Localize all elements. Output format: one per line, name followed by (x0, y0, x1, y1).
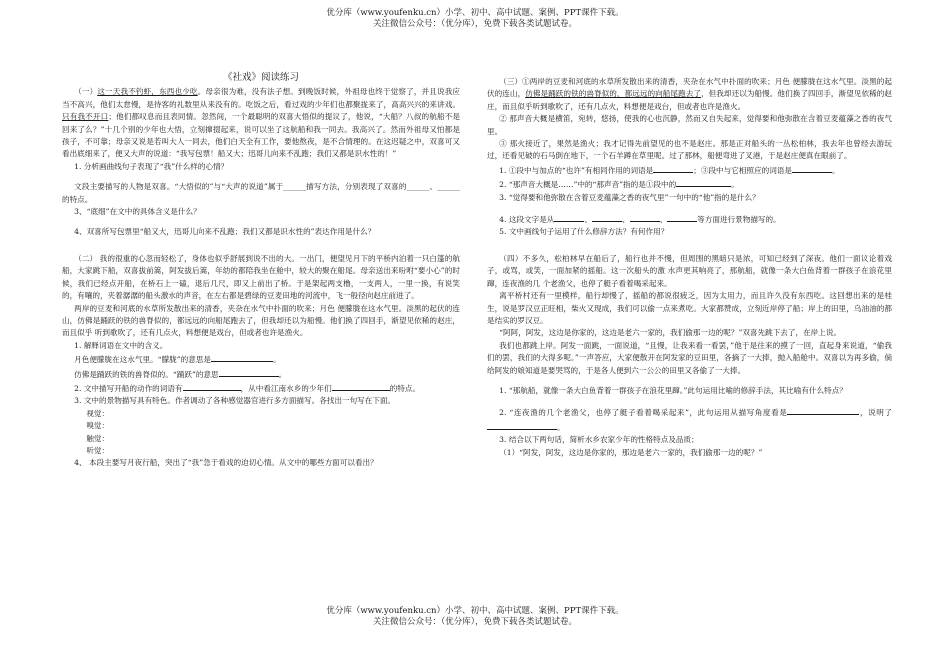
answer-blank[interactable] (653, 163, 693, 173)
passage-4-paragraph-2: 离平桥村还有一里模样，船行却慢了，摇船的都说很疲乏，因为太用力，而且许久没有东西吃。这回想出来的是桂生，说是罗汉豆正旺相，柴火又现成，我们可以偷一点来煮吃。大家都赞成，立刻近岸停了船；岸上的田里，乌油油的都是结实的罗汉豆。 (487, 291, 892, 325)
question-1-3: 3、“底细”在文中的具体含义是什么？ (74, 207, 201, 217)
answer-blank[interactable] (787, 405, 809, 415)
passage-3-underlined-sentence: 仿佛是踊跃的铁的兽脊似的，都远远的向船尾跑去了 (525, 89, 701, 99)
question-4-3: 3. 结合以下两句话，简析水乡农家少年的性格特点及品质； (499, 435, 699, 445)
passage-1: （一）这一天我不钓虾，东西也少吃。母亲很为难，没有法子想。到晚饭时候，外祖母也终于觉察了，并且说我应当不高兴，他们太怠慢，是待客的礼数里从来没有的。吃饭之后，看过戏的少年们也都聚拢来了，高高兴兴的来讲戏。只有我不开口；他们都叹息而且表同情。忽然间，一个最聪明的双喜大悟似的提议了，他说，“大船？八叔的航船不是回来了么？”十几个别的少年也大悟，立刻撺掇起来，说可以坐了这航船和我一同去。我高兴了。然而外祖母又怕都是孩子，不可靠；母亲又说是若叫大人一同去，他们白天全有工作，要他熬夜，是不合情理的。在这迟疑之中，双喜可又看出底细来了，便又大声的说道：“我写包票！船又大；迅哥儿向来不乱跑；我们又都是识水性的！” (62, 87, 461, 159)
answer-blank[interactable] (219, 367, 279, 377)
footer-line-2: 关注微信公众号：（优分库），免费下载各类试题试卷。 (372, 617, 577, 627)
passage-4-paragraph-3: “阿阿，阿发，这边是你家的，这边是老六一家的，我们偷那一边的呢？”双喜先跳下去了，在岸上说。 (499, 328, 842, 338)
header-line-1: 优分库（www.youfenku.cn）小学、初中、高中试题、案例、PPT课件下载。 (326, 8, 624, 18)
passage-4-paragraph-4: 我们也都跳上岸。阿发一面跳，一面说道，“且慢，让我来看一看罢，”他于是往来的摸了一回，直起身来说道，“偷我们的罢，我们的大得多呢。”一声答应，大家便散开在阿发家的豆田里，各摘了一大捧，抛入船舱中。双喜以为再多偷，倘给阿发的娘知道是要哭骂的，于是各人便到六一公公的田里又各偷了一大捧。 (487, 340, 892, 375)
answer-blank[interactable] (592, 212, 622, 222)
question-2-3: 3. 文中的景物描写具有特色。作者调动了各种感觉器官进行多方面描写。各找出一句写在下面。 (74, 396, 396, 406)
question-4-3-1: （1）“阿发，阿发，这边是你家的，那边是老六一家的，我们偷那一边的呢？” (499, 447, 763, 457)
header-line-2: 关注微信公众号：（优分库），免费下载各类试题试卷。 (372, 19, 577, 29)
answer-blank[interactable] (630, 212, 660, 222)
page-header (0, 8, 950, 30)
footer-line-1: 优分库（www.youfenku.cn）小学、初中、高中试题、案例、PPT课件下载。 (326, 606, 624, 616)
passage-2-paragraph-1: （二） 我的很重的心忽而轻松了，身体也似乎舒展到说不出的大。一出门，便望见月下的平桥内泊着一只白篷的航船，大家跳下船，双喜拔前篙，阿发拔后篙，年幼的都陪我坐在舱中，较大的聚在船尾。母亲送出来吩咐“要小心”的时候，我们已经点开船，在桥石上一磕，退后几尺，即又上前出了桥。于是架起两支橹，一支两人，一里一换，有说笑的，有嚷的，夹着潺潺的船头激水的声音，在左右都是碧绿的豆麦田地的河流中，飞一般径向赵庄前进了。 (62, 253, 460, 301)
question-1-4: 4、双喜所写包票里“船又大，迅哥儿向来不乱跑；我们又都是识水性的”表达作用是什么？ (74, 227, 376, 237)
passage-3-paragraph-3: ③ 那火接近了，果然是渔火；我才记得先前望见的也不是赵庄。那是正对船头的一丛松柏林，我去年也曾经去游玩过，还看见破的石马倒在地下，一个石羊蹲在草里呢。过了那林，船便弯进了叉港，于是赵庄便真在眼前了。 (487, 139, 892, 161)
passage-1-underlined-sentence: 这一天我不钓虾，东西也少吃 (97, 87, 198, 97)
passage-3-paragraph-2: ② 那声音大概是横笛，宛转，悠扬，使我的心也沉静，然而又自失起来，觉得要和他弥散在含着豆麦蕴藻之香的夜气里。 (487, 114, 892, 136)
answer-blank[interactable] (792, 163, 832, 173)
passage-4-paragraph-1: （四）不多久，松柏林早在船后了，船行也并不慢，但周围的黑暗只是浓，可知已经到了深夜。他们一面议论着戏子，或骂，或笑，一面加紧的摇船。这一次船头的激 水声更其响亮了，那航船，就像一条大白鱼背着一群孩子在浪花里蹿，连夜渔的几 个老渔父，也停了艇子看着喝采起来。 (487, 253, 892, 288)
page-footer (0, 606, 950, 628)
question-2-4: 4、 本段主要写月夜行船，突出了“我”急于看戏的迫切心情。从文中的哪些方面可以看出？ (74, 458, 378, 468)
question-3-3: 3. “觉得要和他弥散在含着豆麦蕴藻之香的夜气里”一句中的“他”指的是什么？ (499, 192, 760, 202)
question-1-2: 文段主要描写的人物是双喜。“大悟似的”与“大声的说道”属于______描写方法，分别表现了双喜的______、______的特点。 (62, 182, 460, 204)
question-2-1: 1. 解释词语在文中的含义。 (74, 340, 168, 350)
answer-blank[interactable] (554, 212, 584, 222)
question-1-1: 1. 分析画曲线句子表现了“我”什么样的心情？ (74, 161, 229, 171)
question-3-4: 4. 这段文字是从 、 、 、 等方面进行景物描写的。 (487, 212, 892, 226)
question-2-2: 2. 文中描写开船的动作的词语有 ，从中看江南水乡的少年们 的特点。 (62, 381, 460, 395)
question-4-1: 1. “那航船，就像一条大白鱼背着一群孩子在浪花里蹿。”此句运用比喻的修辞手法，其比喻有什么特点？ (499, 385, 847, 395)
question-2-1a: 月色便朦胧在这水气里。“朦胧”的意思是 。 (62, 352, 460, 366)
right-column (487, 76, 892, 459)
sense-visual: 视觉： (86, 408, 110, 418)
answer-blank[interactable] (487, 420, 557, 430)
answer-blank[interactable] (332, 381, 390, 391)
answer-blank[interactable] (211, 352, 273, 362)
question-4-2: 2. “连夜渔的几个老渔父，也停了艇子看着喝采起来”，此句运用从描写角度看是 ，说明了。 (487, 405, 892, 434)
passage-2-paragraph-2: 两岸的豆麦和河底的水草所发散出来的清香，夹杂在水气中扑面的吹来；月色 便朦胧在这水气里。淡黑的起伏的连山，仿佛是踊跃的铁的兽脊似的，都远远的向船尾跑去了，但我却还以为船慢。他们换了四回手，渐望见依稀的赵庄，而且似乎 听到歌吹了，还有几点火，料想便是戏台，但或者也许是渔火。 (62, 303, 460, 338)
passage-3-paragraph-1: （三）①两岸的豆麦和河底的水草所发散出来的清香，夹杂在水气中扑面的吹来；月色 便朦胧在这水气里。淡黑的起伏的连山，仿佛是踊跃的铁的兽脊似的，都远远的向船尾跑去了，但我却还以为船慢。他们换了四回手，渐望见依稀的赵庄，而且似乎听到歌吹了，还有几点火，料想便是戏台，但或者也许是渔火。 (487, 77, 893, 111)
answer-blank[interactable] (183, 381, 241, 391)
question-3-1: 1. ①段中与加点的“也许”有相同作用的词语是 ；③段中与它相照应的词语是 。 (487, 163, 892, 177)
sense-smell: 嗅觉： (86, 421, 110, 431)
answer-blank[interactable] (667, 212, 697, 222)
passage-1-underlined-sentence-2: 只有我不开口 (62, 112, 109, 122)
passage-1-label: （一） (74, 87, 98, 97)
document-title: 《社戏》阅读练习 (222, 72, 299, 83)
question-3-5: 5. 文中画线句子运用了什么修辞方法？有何作用？ (499, 227, 669, 237)
question-3-2: 2. “那声音大概是……”中的“那声音”指的是①段中的 。 (487, 177, 892, 191)
sense-touch: 触觉： (86, 433, 110, 443)
left-column (62, 72, 461, 470)
answer-blank[interactable] (676, 177, 731, 187)
answer-blank[interactable] (809, 405, 859, 415)
sense-hearing: 听觉： (86, 445, 110, 455)
question-2-1b: 仿佛是踊跃的铁的兽脊似的。“踊跃”的意思 。 (62, 367, 460, 381)
